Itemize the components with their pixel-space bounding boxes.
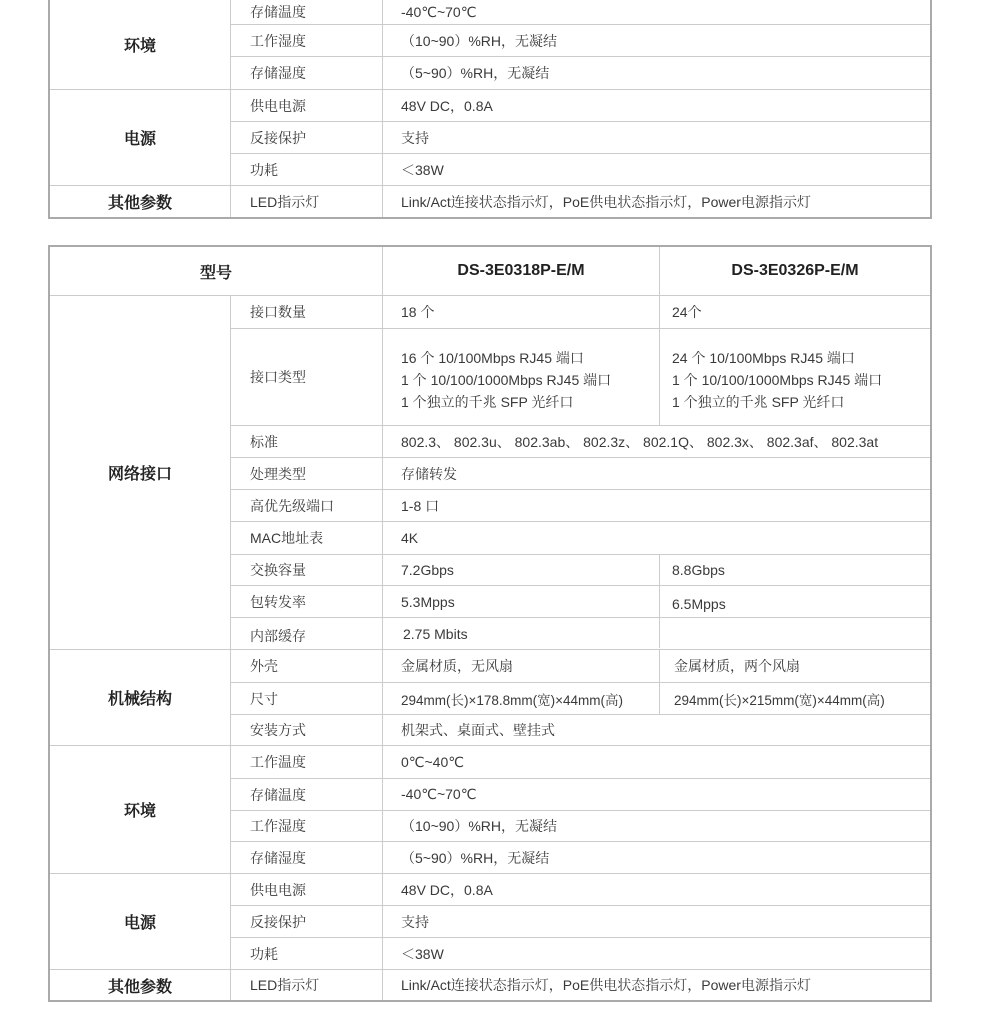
port-type-line: 1 个 10/100/1000Mbps RJ45 端口 bbox=[401, 372, 612, 388]
row-label: 包转发率 bbox=[250, 593, 306, 610]
category-power: 电源 bbox=[123, 131, 156, 148]
row-label: 安装方式 bbox=[250, 722, 306, 738]
row-label: 反接保护 bbox=[250, 129, 306, 146]
row-label: LED指示灯 bbox=[250, 977, 320, 993]
category-other: 其他参数 bbox=[107, 195, 172, 212]
row-label: 供电电源 bbox=[250, 97, 306, 114]
row-label: 外壳 bbox=[250, 658, 278, 674]
row-value: 48V DC，0.8A bbox=[401, 97, 493, 114]
port-type-line: 1 个独立的千兆 SFP 光纤口 bbox=[401, 394, 574, 410]
row-value: 7.2Gbps bbox=[401, 562, 454, 578]
row-label: 功耗 bbox=[250, 161, 278, 178]
row-value: 存储转发 bbox=[401, 465, 457, 482]
row-value: 24个 bbox=[672, 304, 702, 320]
spec-table-models bbox=[48, 245, 932, 1002]
row-label: 存储温度 bbox=[250, 4, 306, 20]
row-label: 供电电源 bbox=[250, 881, 306, 898]
row-label: 接口类型 bbox=[250, 369, 306, 385]
header-model-1: DS-3E0318P-E/M bbox=[457, 262, 585, 279]
category-mechanical: 机械结构 bbox=[107, 691, 172, 708]
row-value: 5.3Mpps bbox=[401, 593, 455, 610]
row-label: 存储温度 bbox=[250, 786, 306, 803]
row-value: 金属材质，无风扇 bbox=[401, 658, 513, 674]
row-label: 存储湿度 bbox=[250, 65, 306, 81]
row-value: 2.75 Mbits bbox=[403, 625, 468, 642]
row-value: Link/Act连接状态指示灯，PoE供电状态指示灯，Power电源指示灯 bbox=[401, 977, 811, 993]
port-type-line: 16 个 10/100Mbps RJ45 端口 bbox=[401, 350, 584, 366]
row-value: 6.5Mpps bbox=[672, 595, 726, 612]
row-label: 工作湿度 bbox=[250, 32, 306, 49]
row-value: 0℃~40℃ bbox=[401, 753, 464, 770]
row-label: 功耗 bbox=[250, 945, 278, 962]
row-label: 标准 bbox=[250, 433, 278, 450]
category-environment: 环境 bbox=[123, 803, 156, 820]
row-value: -40℃~70℃ bbox=[401, 786, 477, 802]
row-label: 存储湿度 bbox=[250, 849, 306, 866]
row-value: ＜38W bbox=[401, 945, 444, 962]
port-type-line: 24 个 10/100Mbps RJ45 端口 bbox=[672, 350, 855, 366]
header-model: 型号 bbox=[199, 264, 232, 282]
port-type-list bbox=[383, 329, 659, 425]
row-value: （5~90）%RH，无凝结 bbox=[401, 849, 550, 866]
spec-table-top bbox=[48, 0, 932, 219]
row-label: 高优先级端口 bbox=[250, 497, 334, 514]
port-type-line: 1 个 10/100/1000Mbps RJ45 端口 bbox=[672, 372, 883, 388]
row-value: 机架式、桌面式、壁挂式 bbox=[401, 722, 555, 738]
row-value: 802.3、 802.3u、 802.3ab、 802.3z、 802.1Q、 802.3x、 802.3af、 802.3at bbox=[401, 433, 879, 450]
row-value: 1-8 口 bbox=[401, 497, 440, 514]
category-other: 其他参数 bbox=[107, 978, 172, 996]
port-type-line: 1 个独立的千兆 SFP 光纤口 bbox=[672, 394, 845, 410]
header-model-2: DS-3E0326P-E/M bbox=[731, 262, 859, 279]
category-environment: 环境 bbox=[123, 38, 156, 55]
row-value: 18 个 bbox=[401, 304, 435, 320]
row-label: 接口数量 bbox=[250, 304, 306, 320]
row-value: 4K bbox=[401, 530, 419, 546]
row-value: 支持 bbox=[401, 129, 429, 146]
row-value: -40℃~70℃ bbox=[401, 3, 477, 20]
row-value: ＜38W bbox=[401, 161, 444, 178]
row-label: 交换容量 bbox=[250, 562, 306, 578]
row-label: MAC地址表 bbox=[250, 530, 324, 546]
row-value: （5~90）%RH，无凝结 bbox=[401, 65, 550, 81]
row-label: 尺寸 bbox=[250, 690, 278, 707]
row-value: 294mm(长)×215mm(宽)×44mm(高) bbox=[674, 692, 885, 708]
row-label: 工作湿度 bbox=[250, 818, 306, 834]
category-power: 电源 bbox=[123, 915, 156, 932]
row-value: 48V DC，0.8A bbox=[401, 881, 493, 898]
row-value: 支持 bbox=[401, 913, 429, 930]
row-value: Link/Act连接状态指示灯，PoE供电状态指示灯，Power电源指示灯 bbox=[401, 193, 811, 210]
row-value: 8.8Gbps bbox=[672, 562, 725, 578]
row-value: 金属材质，两个风扇 bbox=[674, 658, 800, 674]
row-value: （10~90）%RH，无凝结 bbox=[401, 32, 557, 49]
row-label: LED指示灯 bbox=[250, 193, 320, 210]
row-value: 294mm(长)×178.8mm(宽)×44mm(高) bbox=[401, 692, 624, 708]
row-value: （10~90）%RH，无凝结 bbox=[401, 818, 557, 834]
row-label: 反接保护 bbox=[250, 913, 306, 930]
port-type-list bbox=[660, 329, 930, 425]
row-label: 处理类型 bbox=[250, 465, 306, 482]
row-label: 工作温度 bbox=[250, 754, 306, 770]
row-label: 内部缓存 bbox=[250, 627, 306, 644]
category-network: 网络接口 bbox=[107, 466, 172, 483]
